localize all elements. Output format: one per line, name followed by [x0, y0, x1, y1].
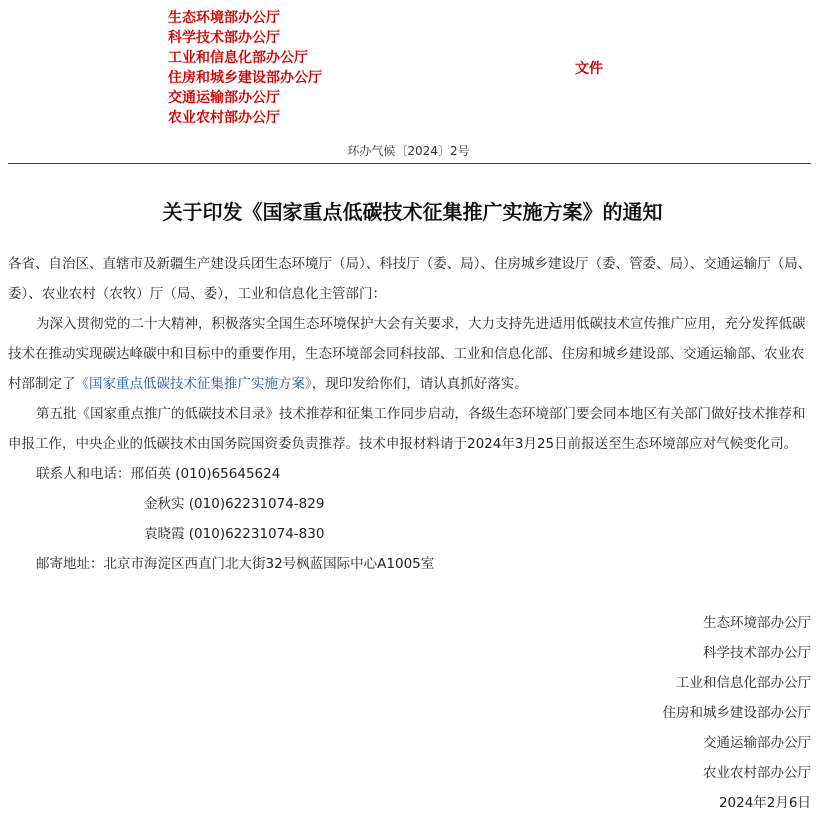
red-divider	[8, 163, 811, 164]
address-label: 邮寄地址：	[36, 556, 104, 572]
signature-name: 农业农村部办公厅	[703, 765, 811, 781]
issuer-name: 农业农村部办公厅	[168, 110, 280, 126]
issuer-name: 住房和城乡建设部办公厅	[168, 70, 322, 86]
address-line	[8, 549, 812, 579]
issuer-name: 生态环境部办公厅	[168, 10, 280, 26]
addressees: 各省、自治区、直辖市及新疆生产建设兵团生态环境厅（局）、科技厅（委、局）、住房城乡建设厅（委、管委、局）、交通运输厅（局、委）、农业农村（农牧）厅（局、委），工业和信息化主管部门：	[8, 256, 812, 302]
document-label: 文件	[575, 61, 603, 77]
contact-line	[8, 519, 812, 549]
paragraph-1-text: 为深入贯彻党的二十大精神，积极落实全国生态环境保护大会有关要求，大力支持先进适用低碳技术宣传推广应用，充分发挥低碳技术在推动实现碳达峰碳中和目标中的重要作用，生态环境部会同科技部、工业和信息化部、住房和城乡建设部、交通运输部、农业农村部制定了	[8, 316, 806, 392]
contact-line	[8, 489, 812, 519]
contact-label: 联系人和电话：	[36, 466, 131, 482]
paragraph-1	[8, 309, 812, 399]
document-body	[8, 249, 812, 579]
issuer-name: 科学技术部办公厅	[168, 30, 280, 46]
contact-entry: 邢佰英 (010)65645624	[130, 466, 281, 482]
signature-name: 交通运输部办公厅	[703, 735, 811, 751]
contact-entry: 袁晓霞 (010)62231074-830	[144, 526, 325, 542]
contact-line	[8, 459, 812, 489]
paragraph-2: 第五批《国家重点推广的低碳技术目录》技术推荐和征集工作同步启动，各级生态环境部门要会同本地区有关部门做好技术推荐和申报工作，中央企业的低碳技术由国务院国资委负责推荐。技术申报材料请于2024年3月25日前报送至生态环境部应对气候变化司。	[8, 406, 806, 452]
signature-name: 住房和城乡建设部办公厅	[662, 705, 811, 721]
doc-number: 环办气候〔2024〕2号	[347, 144, 470, 158]
contact-entry: 金秋实 (010)62231074-829	[144, 496, 325, 512]
issuer-name: 工业和信息化部办公厅	[168, 50, 308, 66]
signature-block	[663, 608, 812, 818]
signature-name: 生态环境部办公厅	[703, 615, 811, 631]
signature-name: 科学技术部办公厅	[703, 645, 811, 661]
paragraph-1-tail: ，现印发给你们，请认真抓好落实。	[311, 376, 528, 392]
issue-date: 2024年2月6日	[718, 795, 811, 811]
plan-link[interactable]: 《国家重点低碳技术征集推广实施方案》	[75, 376, 312, 392]
issuer-block	[168, 8, 322, 128]
signature-name: 工业和信息化部办公厅	[676, 675, 811, 691]
page-title: 关于印发《国家重点低碳技术征集推广实施方案》的通知	[162, 200, 663, 224]
issuer-name: 交通运输部办公厅	[168, 90, 280, 106]
address-value: 北京市海淀区西直门北大街32号枫蓝国际中心A1005室	[103, 556, 435, 572]
